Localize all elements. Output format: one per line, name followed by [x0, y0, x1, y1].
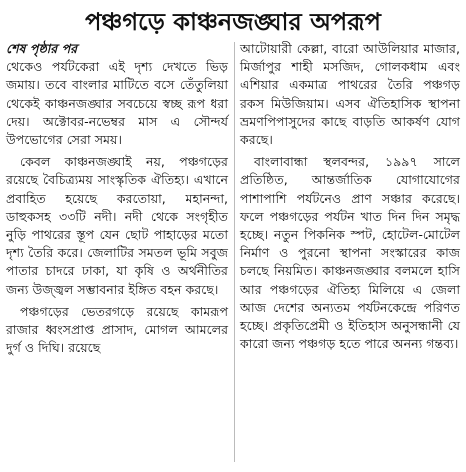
article-right-column [240, 40, 460, 357]
article-paragraph: থেকেও পর্যটকেরা এই দৃশ্য দেখতে ভিড় জমায়। তবে বাংলার মাটিতে বসে তেঁতুলিয়া থেকেই কাঞ্চনজঙ্ঘার সবচেয়ে স্বচ্ছ রূপ ধরা দেয়। অক্টোবর-নভেম্বর মাস এ সৌন্দর্য উপভোগের সেরা সময়। [6, 59, 228, 148]
article-headline: পঞ্চগড়ে কাঞ্চনজঙ্ঘার অপরূপ [85, 8, 381, 36]
article-paragraph: কেবল কাঞ্চনজঙ্ঘাই নয়, পঞ্চগড়ের রয়েছে বৈচিত্র্যময় সাংস্কৃতিক ঐতিহ্য। এখানে প্রবাহিত হয়েছে করতোয়া, মহানন্দা, ডাহুকসহ ৩৩টি নদী। নদী থেকে সংগৃহীত নুড়ি পাথরের স্তূপ যেন ছোট পাহাড়ের মতো দৃশ্য তৈরি করে। জেলাটির সমতল ভূমি সবুজ পাতার চাদরে ঢাকা, যা কৃষি ও অর্থনীতির জন্য উজ্জ্বল সম্ভাবনার ইঙ্গিত বহন করছে। [6, 154, 228, 297]
article-paragraph: বাংলাবান্ধা স্থলবন্দর, ১৯৯৭ সালে প্রতিষ্ঠিত, আন্তর্জাতিক যোগাযোগের পাশাপাশি পর্যটনেও প্রাণ সঞ্চার করেছে। ফলে পঞ্চগড়ের পর্যটন খাত দিন দিন সমৃদ্ধ হচ্ছে। নতুন পিকনিক স্পট, হোটেল-মোটেল নির্মাণ ও পুরনো স্থাপনা সংস্কারের কাজ চলছে নিয়মিত। কাঞ্চনজঙ্ঘার বলমলে হাসি আর পঞ্চগড়ের ঐতিহ্য মিলিয়ে এ জেলা আজ দেশের অন্যতম পর্যটনকেন্দ্রে পরিণত হচ্ছে। প্রকৃতিপ্রেমী ও ইতিহাস অনুসন্ধানী যে কারো জন্য পঞ্চগড় হতে পারে অনন্য গন্তব্য। [240, 154, 460, 352]
article-paragraph: আটোয়ারী কেল্লা, বারো আউলিয়ার মাজার, মির্জাপুর শাহী মসজিদ, গোলকধাম এবং এশিয়ার একমাত্র পাথরের তৈরি পঞ্চগড় রকস মিউজিয়াম। এসব ঐতিহাসিক স্থাপনা ভ্রমণপিপাসুদের কাছে বাড়তি আকর্ষণ যোগ করছে। [240, 41, 460, 148]
article-paragraph: পঞ্চগড়ের ভেতরগড়ে রয়েছে কামরূপ রাজার ধ্বংসপ্রাপ্ত প্রাসাদ, মোগল আমলের দুর্গ ও দিঘি। রয়েছে [6, 303, 228, 356]
column-divider [234, 42, 235, 462]
continued-from-label: শেষ পৃষ্ঠার পর [6, 41, 78, 56]
article-left-column [6, 40, 228, 361]
